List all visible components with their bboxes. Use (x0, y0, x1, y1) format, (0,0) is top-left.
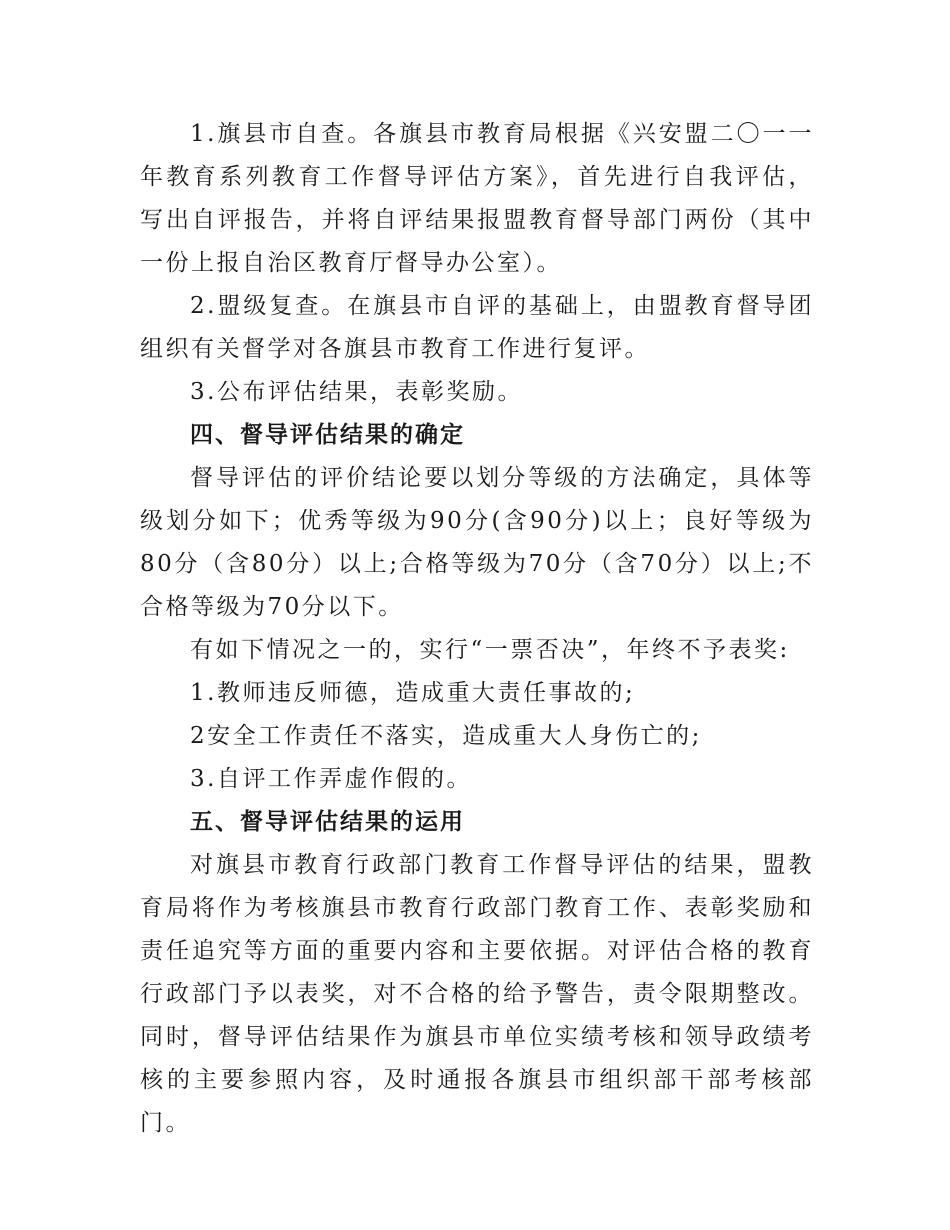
paragraph-publish-results: 3.公布评估结果，表彰奖励。 (190, 379, 523, 405)
heading-results-determination: 四、督导评估结果的确定 (190, 422, 465, 448)
paragraph-league-review: 2.盟级复查。在旗县市自评的基础上，由盟教育督导团组织有关督学对各旗县市教育工作进行复评。 (140, 293, 814, 362)
paragraph-county-self-check: 1.旗县市自查。各旗县市教育局根据《兴安盟二〇一一年教育系列教育工作督导评估方案》，首先进行自我评估，写出自评报告，并将自评结果报盟教育督导部门两份（其中一份上报自治区教育厅督导办公室）。 (140, 121, 814, 276)
paragraph-veto-conditions: 有如下情况之一的，实行“一票否决”，年终不予表奖: (190, 637, 790, 663)
list-item-safety-responsibility: 2安全工作责任不落实，造成重大人身伤亡的; (190, 723, 702, 749)
paragraph-results-usage: 对旗县市教育行政部门教育工作督导评估的结果，盟教育局将作为考核旗县市教育行政部门教育工作、表彰奖励和责任追究等方面的重要内容和主要依据。对评估合格的教育行政部门予以表奖，对不合格的给予警告，责令限期整改。同时，督导评估结果作为旗县市单位实绩考核和领导政绩考核的主要参照内容，及时通报各旗县市组织部干部考核部门。 (140, 852, 814, 1136)
heading-results-application: 五、督导评估结果的运用 (190, 809, 465, 835)
list-item-teacher-ethics: 1.教师违反师德，造成重大责任事故的; (190, 680, 636, 706)
paragraph-grading-levels: 督导评估的评价结论要以划分等级的方法确定，具体等级划分如下；优秀等级为90分(含90分)以上；良好等级为80分（含80分）以上;合格等级为70分（含70分）以上;不合格等级为70分以下。 (140, 465, 814, 620)
document-page (140, 113, 814, 1145)
list-item-falsification: 3.自评工作弄虚作假的。 (190, 766, 472, 792)
